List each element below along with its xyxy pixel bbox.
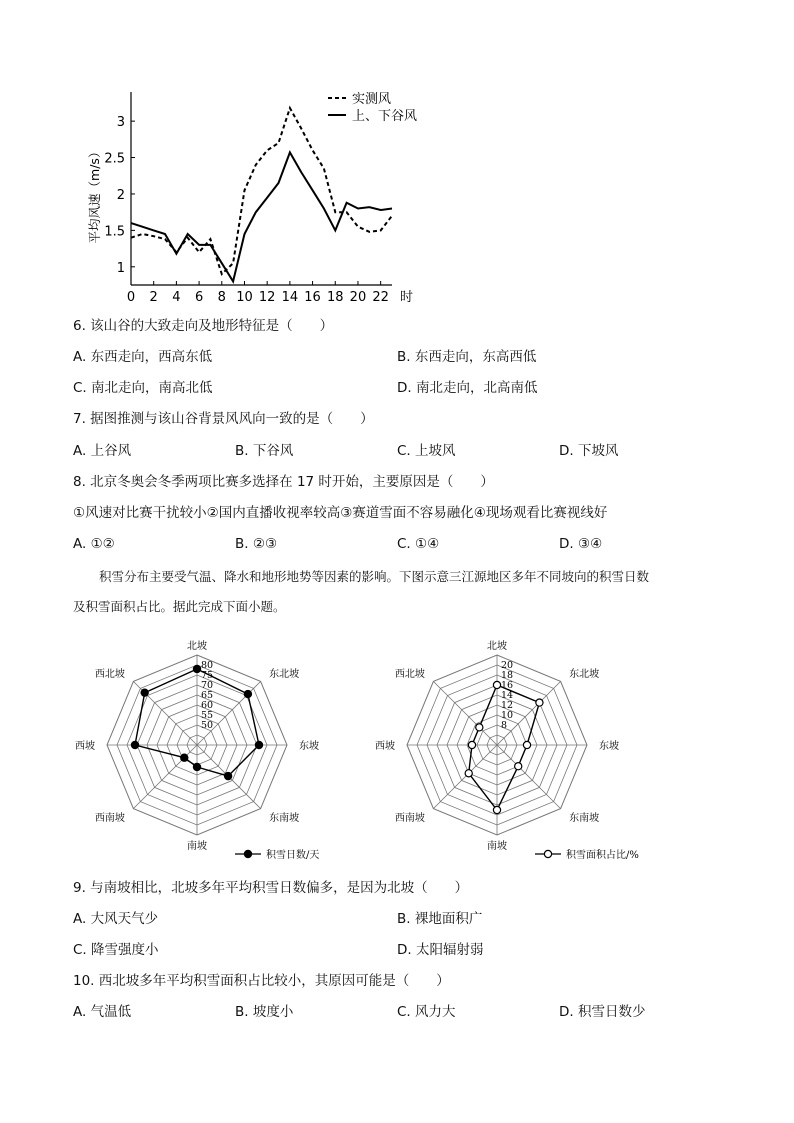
radar-tick-label: 10 — [501, 710, 514, 721]
radar-tick-label: 55 — [201, 710, 214, 721]
y-tick-label: 2 — [116, 187, 125, 203]
q7-option-b[interactable]: B. 下谷风 — [235, 443, 294, 459]
q6-option-c[interactable]: C. 南北走向，南高北低 — [73, 380, 213, 396]
radar-spoke — [133, 745, 197, 809]
radar-tick-label: 14 — [501, 690, 514, 701]
question-7-stem: 7. 据图推测与该山谷背景风风向一致的是（ ） — [73, 411, 374, 427]
valley-wind-line — [131, 152, 392, 281]
radar-data-point — [536, 699, 543, 706]
radar-spoke — [433, 681, 497, 745]
radar-category-label: 南坡 — [487, 841, 507, 852]
radar-data-point — [225, 773, 232, 780]
x-tick-label: 8 — [217, 290, 226, 305]
q8-option-a[interactable]: A. ①② — [73, 536, 115, 552]
radar-data-point — [493, 681, 500, 688]
q7-option-c[interactable]: C. 上坡风 — [397, 443, 456, 459]
radar-tick-label: 8 — [501, 720, 508, 731]
x-tick-label: 16 — [304, 290, 321, 305]
q10-option-a[interactable]: A. 气温低 — [73, 1004, 132, 1020]
q6-option-b[interactable]: B. 东西走向，东高西低 — [397, 349, 537, 365]
x-tick-label: 2 — [149, 290, 158, 305]
radar-spoke — [497, 745, 561, 809]
q10-option-c[interactable]: C. 风力大 — [397, 1004, 456, 1020]
q8-option-d[interactable]: D. ③④ — [559, 536, 603, 552]
radar-tick-label: 50 — [201, 720, 214, 731]
radar-tick-label: 20 — [501, 660, 514, 671]
y-tick-label: 1.5 — [104, 224, 125, 240]
q7-option-d[interactable]: D. 下坡风 — [559, 443, 619, 459]
q10-option-b[interactable]: B. 坡度小 — [235, 1004, 294, 1020]
x-tick-label: 18 — [326, 290, 344, 305]
radar-tick-label: 70 — [201, 680, 214, 691]
radar-tick-label: 80 — [201, 660, 214, 671]
q8-option-b[interactable]: B. ②③ — [235, 536, 278, 552]
radar-data-point — [244, 690, 251, 697]
x-axis-label: 时 — [400, 290, 414, 305]
radar-data-point — [493, 806, 500, 813]
radar-category-label: 东北坡 — [569, 668, 600, 680]
radar-category-label: 东坡 — [599, 741, 619, 752]
radar-data-point — [515, 763, 522, 770]
q7-option-a[interactable]: A. 上谷风 — [73, 443, 132, 459]
x-tick-label: 0 — [126, 290, 136, 305]
question-10-stem: 10. 西北坡多年平均积雪面积占比较小，其原因可能是（ ） — [73, 973, 450, 989]
wind-speed-line-chart — [80, 80, 420, 305]
snow-area-radar-chart — [360, 628, 640, 868]
question-8-statement: ①风速对比赛干扰较小②国内直播收视率较高③赛道雪面不容易融化④现场观看比赛视线好 — [73, 505, 608, 521]
question-8-stem: 8. 北京冬奥会冬季两项比赛多选择在 17 时开始，主要原因是（ ） — [73, 474, 494, 490]
y-axis-label: 平均风速（m/s） — [87, 145, 102, 244]
x-tick-label: 10 — [236, 290, 253, 305]
radar-data-point — [255, 741, 262, 748]
x-tick-label: 6 — [194, 290, 204, 305]
x-tick-label: 20 — [349, 290, 367, 305]
radar-tick-label: 75 — [201, 670, 214, 681]
radar-data-point — [476, 724, 483, 731]
radar-data-point — [141, 689, 148, 696]
radar-category-label: 东南坡 — [269, 813, 300, 825]
radar-data-point — [181, 754, 188, 761]
radar-category-label: 东南坡 — [569, 813, 600, 825]
x-tick-label: 22 — [372, 290, 389, 305]
radar-tick-label: 18 — [501, 670, 514, 681]
question-6-stem: 6. 该山谷的大致走向及地形特征是（ ） — [73, 318, 334, 334]
legend-label: 积雪日数/天 — [266, 850, 320, 861]
radar-category-label: 西北坡 — [94, 668, 125, 680]
y-tick-label: 3 — [116, 115, 125, 131]
radar-data-point — [131, 741, 138, 748]
radar-category-label: 西坡 — [375, 741, 395, 752]
radar-category-label: 西南坡 — [94, 813, 125, 825]
radar-tick-label: 60 — [201, 700, 214, 711]
radar-category-label: 西北坡 — [394, 668, 425, 680]
legend-label: 实测风 — [352, 92, 392, 107]
legend-label: 上、下谷风 — [352, 109, 418, 124]
x-tick-label: 12 — [258, 290, 276, 305]
radar-category-label: 东北坡 — [269, 668, 300, 680]
radar-category-label: 西坡 — [75, 741, 95, 752]
q6-option-d[interactable]: D. 南北走向，北高南低 — [397, 380, 538, 396]
radar-category-label: 北坡 — [487, 641, 507, 652]
measured-wind-line — [131, 108, 392, 274]
radar-data-point — [193, 665, 200, 672]
legend-marker — [544, 850, 551, 857]
radar-data-point — [468, 741, 475, 748]
intro-line-2: 及积雪面积占比。据此完成下面小题。 — [73, 599, 286, 614]
radar-spoke — [433, 745, 497, 809]
q10-option-d[interactable]: D. 积雪日数少 — [559, 1004, 646, 1020]
q8-option-c[interactable]: C. ①④ — [397, 536, 440, 552]
y-tick-label: 2.5 — [104, 151, 125, 167]
intro-line-1: 积雪分布主要受气温、降水和地形地势等因素的影响。下图示意三江源地区多年不同坡向的积雪日数 — [99, 569, 650, 584]
radar-category-label: 西南坡 — [394, 813, 425, 825]
legend-label: 积雪面积占比/% — [566, 850, 639, 861]
radar-tick-label: 12 — [501, 700, 514, 711]
q9-option-a[interactable]: A. 大风天气少 — [73, 911, 159, 927]
q6-option-a[interactable]: A. 东西走向，西高东低 — [73, 349, 213, 365]
q9-option-b[interactable]: B. 裸地面积广 — [397, 911, 483, 927]
radar-data-point — [193, 763, 200, 770]
q9-option-d[interactable]: D. 太阳辐射弱 — [397, 942, 484, 958]
snow-days-radar-chart — [60, 628, 340, 868]
radar-data-point — [523, 741, 530, 748]
x-tick-label: 4 — [172, 290, 181, 305]
radar-category-label: 北坡 — [187, 641, 207, 652]
question-9-stem: 9. 与南坡相比，北坡多年平均积雪日数偏多，是因为北坡（ ） — [73, 880, 469, 896]
x-tick-label: 14 — [281, 290, 299, 305]
q9-option-c[interactable]: C. 降雪强度小 — [73, 942, 159, 958]
radar-tick-label: 16 — [501, 680, 514, 691]
radar-tick-label: 65 — [201, 690, 214, 701]
radar-category-label: 南坡 — [187, 841, 207, 852]
radar-data-point — [465, 770, 472, 777]
y-tick-label: 1 — [116, 260, 125, 276]
legend-marker — [244, 850, 251, 857]
radar-category-label: 东坡 — [299, 741, 319, 752]
